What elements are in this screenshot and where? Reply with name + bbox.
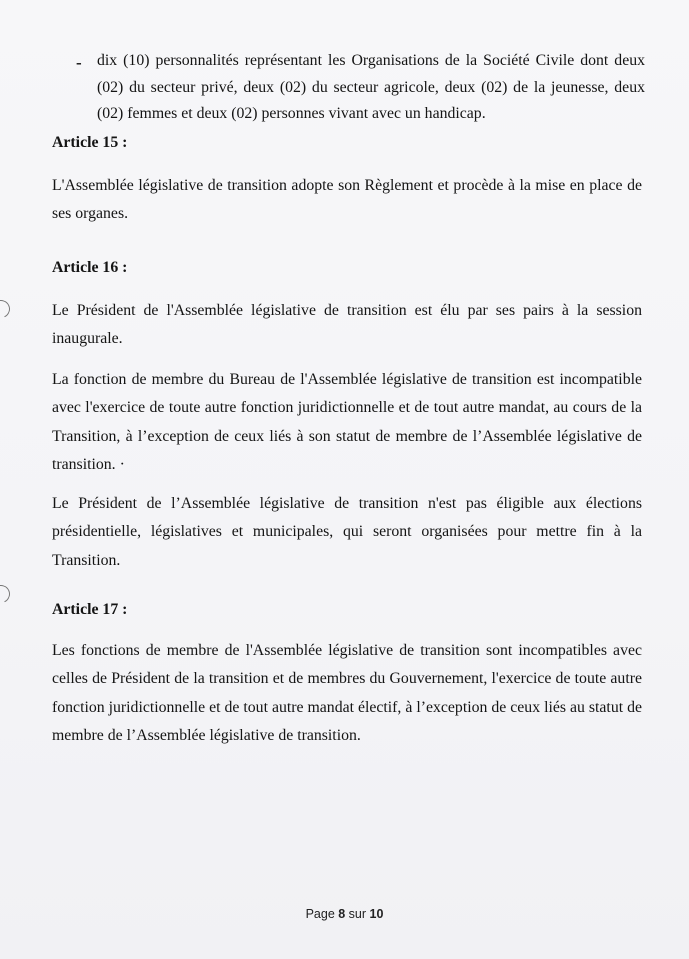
page-total-number: 10 [369,907,384,921]
page-footer [0,907,689,921]
binder-hole-mark-bottom [0,582,13,605]
article-16-paragraph-3: Le Président de l’Assemblée législative de transition n'est pas éligible aux élections présidentielle, législatives et municipales, qui seront organisées pour mettre fin à la Transition. [52,495,642,569]
bullet-marker: - [76,53,82,72]
article-17-heading: Article 17 : [52,601,128,618]
article-16-paragraph-2: La fonction de membre du Bureau de l'Assemblée législative de transition est incompatible avec l'exercice de toute autre fonction juridictionnelle et de tout autre mandat, au cours de la Transition, à l’exception de ceux liés à son statut de membre de l’Assemblée législative de transition. · [52,371,642,473]
page-current-number: 8 [338,907,346,921]
bullet-item-civil-society: dix (10) personnalités représentant les Organisations de la Société Civile dont deux (02) du secteur privé, deux (02) du secteur agricole, deux (02) de la jeunesse, deux (02) femmes et deux (02) personnes vivant avec un handicap. [97,52,645,123]
article-16-paragraph-1: Le Président de l'Assemblée législative de transition est élu par ses pairs à la session inaugurale. [52,302,642,348]
page-label: Page [305,907,339,921]
article-16-heading: Article 16 : [52,259,128,276]
page-of-label: sur [345,907,370,921]
article-15-heading: Article 15 : [52,134,128,151]
binder-hole-mark-top [0,297,13,320]
article-17-paragraph-1: Les fonctions de membre de l'Assemblée législative de transition sont incompatibles avec celles de Président de la transition et de membres du Gouvernement, l'exercice de toute autre fonction juridictionnelle et de tout autre mandat électif, à l’exception de ceux liés au statut de membre de l’Assemblée législative de transition. [52,642,642,744]
article-15-paragraph-1: L'Assemblée législative de transition adopte son Règlement et procède à la mise en place de ses organes. [52,177,642,223]
